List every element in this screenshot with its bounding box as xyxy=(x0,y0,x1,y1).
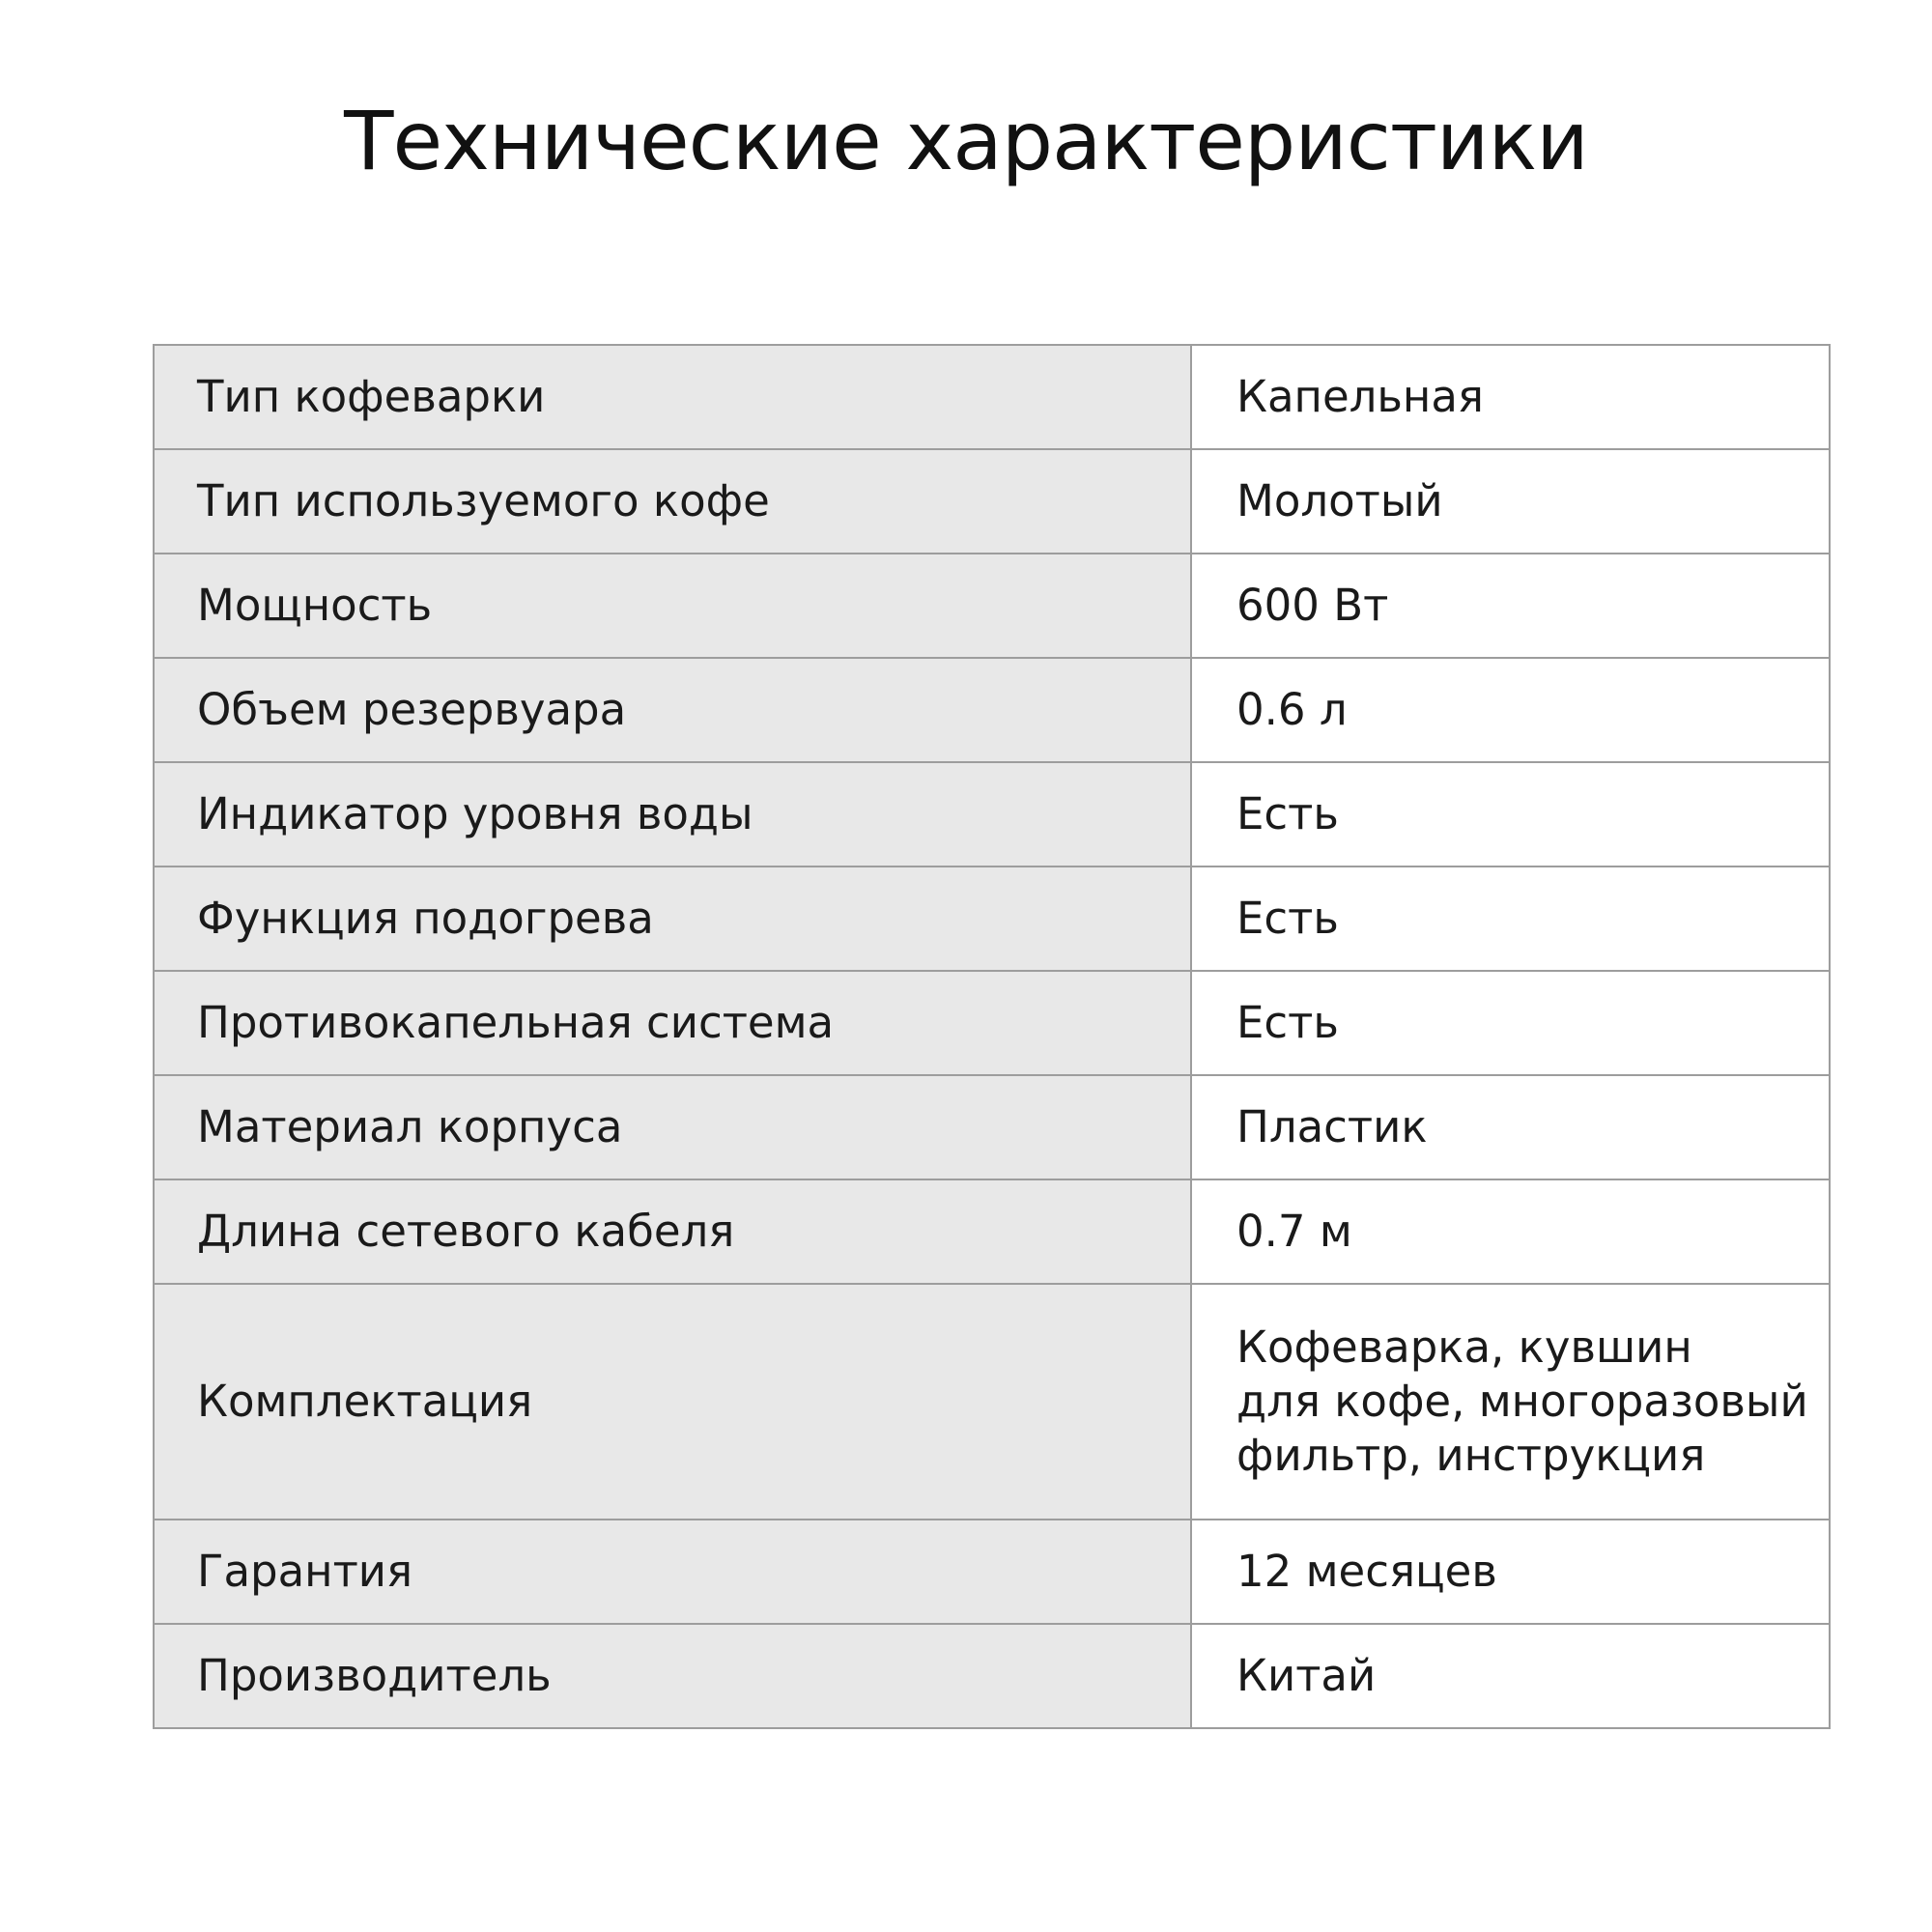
specs-table xyxy=(153,344,1831,1729)
spec-name: Функция подогрева xyxy=(154,867,1191,971)
spec-name: Тип используемого кофе xyxy=(154,449,1191,554)
table-row xyxy=(154,971,1830,1075)
spec-value: 12 месяцев xyxy=(1191,1520,1830,1624)
spec-value: 600 Вт xyxy=(1191,554,1830,658)
spec-value: 0.7 м xyxy=(1191,1179,1830,1284)
table-row xyxy=(154,1624,1830,1728)
spec-value: Есть xyxy=(1191,762,1830,867)
spec-name: Производитель xyxy=(154,1624,1191,1728)
spec-name: Тип кофеварки xyxy=(154,345,1191,449)
table-row xyxy=(154,1284,1830,1520)
table-row xyxy=(154,867,1830,971)
spec-name: Мощность xyxy=(154,554,1191,658)
spec-name: Материал корпуса xyxy=(154,1075,1191,1179)
table-row xyxy=(154,449,1830,554)
spec-value: Есть xyxy=(1191,867,1830,971)
spec-value: Китай xyxy=(1191,1624,1830,1728)
spec-name: Противокапельная система xyxy=(154,971,1191,1075)
spec-value: 0.6 л xyxy=(1191,658,1830,762)
table-row xyxy=(154,345,1830,449)
page-title: Технические характеристики xyxy=(344,94,1588,188)
table-row xyxy=(154,1179,1830,1284)
spec-name: Гарантия xyxy=(154,1520,1191,1624)
spec-name: Объем резервуара xyxy=(154,658,1191,762)
table-row xyxy=(154,554,1830,658)
spec-name: Индикатор уровня воды xyxy=(154,762,1191,867)
table-row xyxy=(154,1075,1830,1179)
spec-value: Кофеварка, кувшин для кофе, многоразовый фильтр, инструкция xyxy=(1191,1284,1830,1520)
table-row xyxy=(154,762,1830,867)
spec-value: Пластик xyxy=(1191,1075,1830,1179)
spec-value: Есть xyxy=(1191,971,1830,1075)
spec-name: Комплектация xyxy=(154,1284,1191,1520)
spec-name: Длина сетевого кабеля xyxy=(154,1179,1191,1284)
table-row xyxy=(154,1520,1830,1624)
spec-value: Капельная xyxy=(1191,345,1830,449)
spec-value: Молотый xyxy=(1191,449,1830,554)
table-row xyxy=(154,658,1830,762)
